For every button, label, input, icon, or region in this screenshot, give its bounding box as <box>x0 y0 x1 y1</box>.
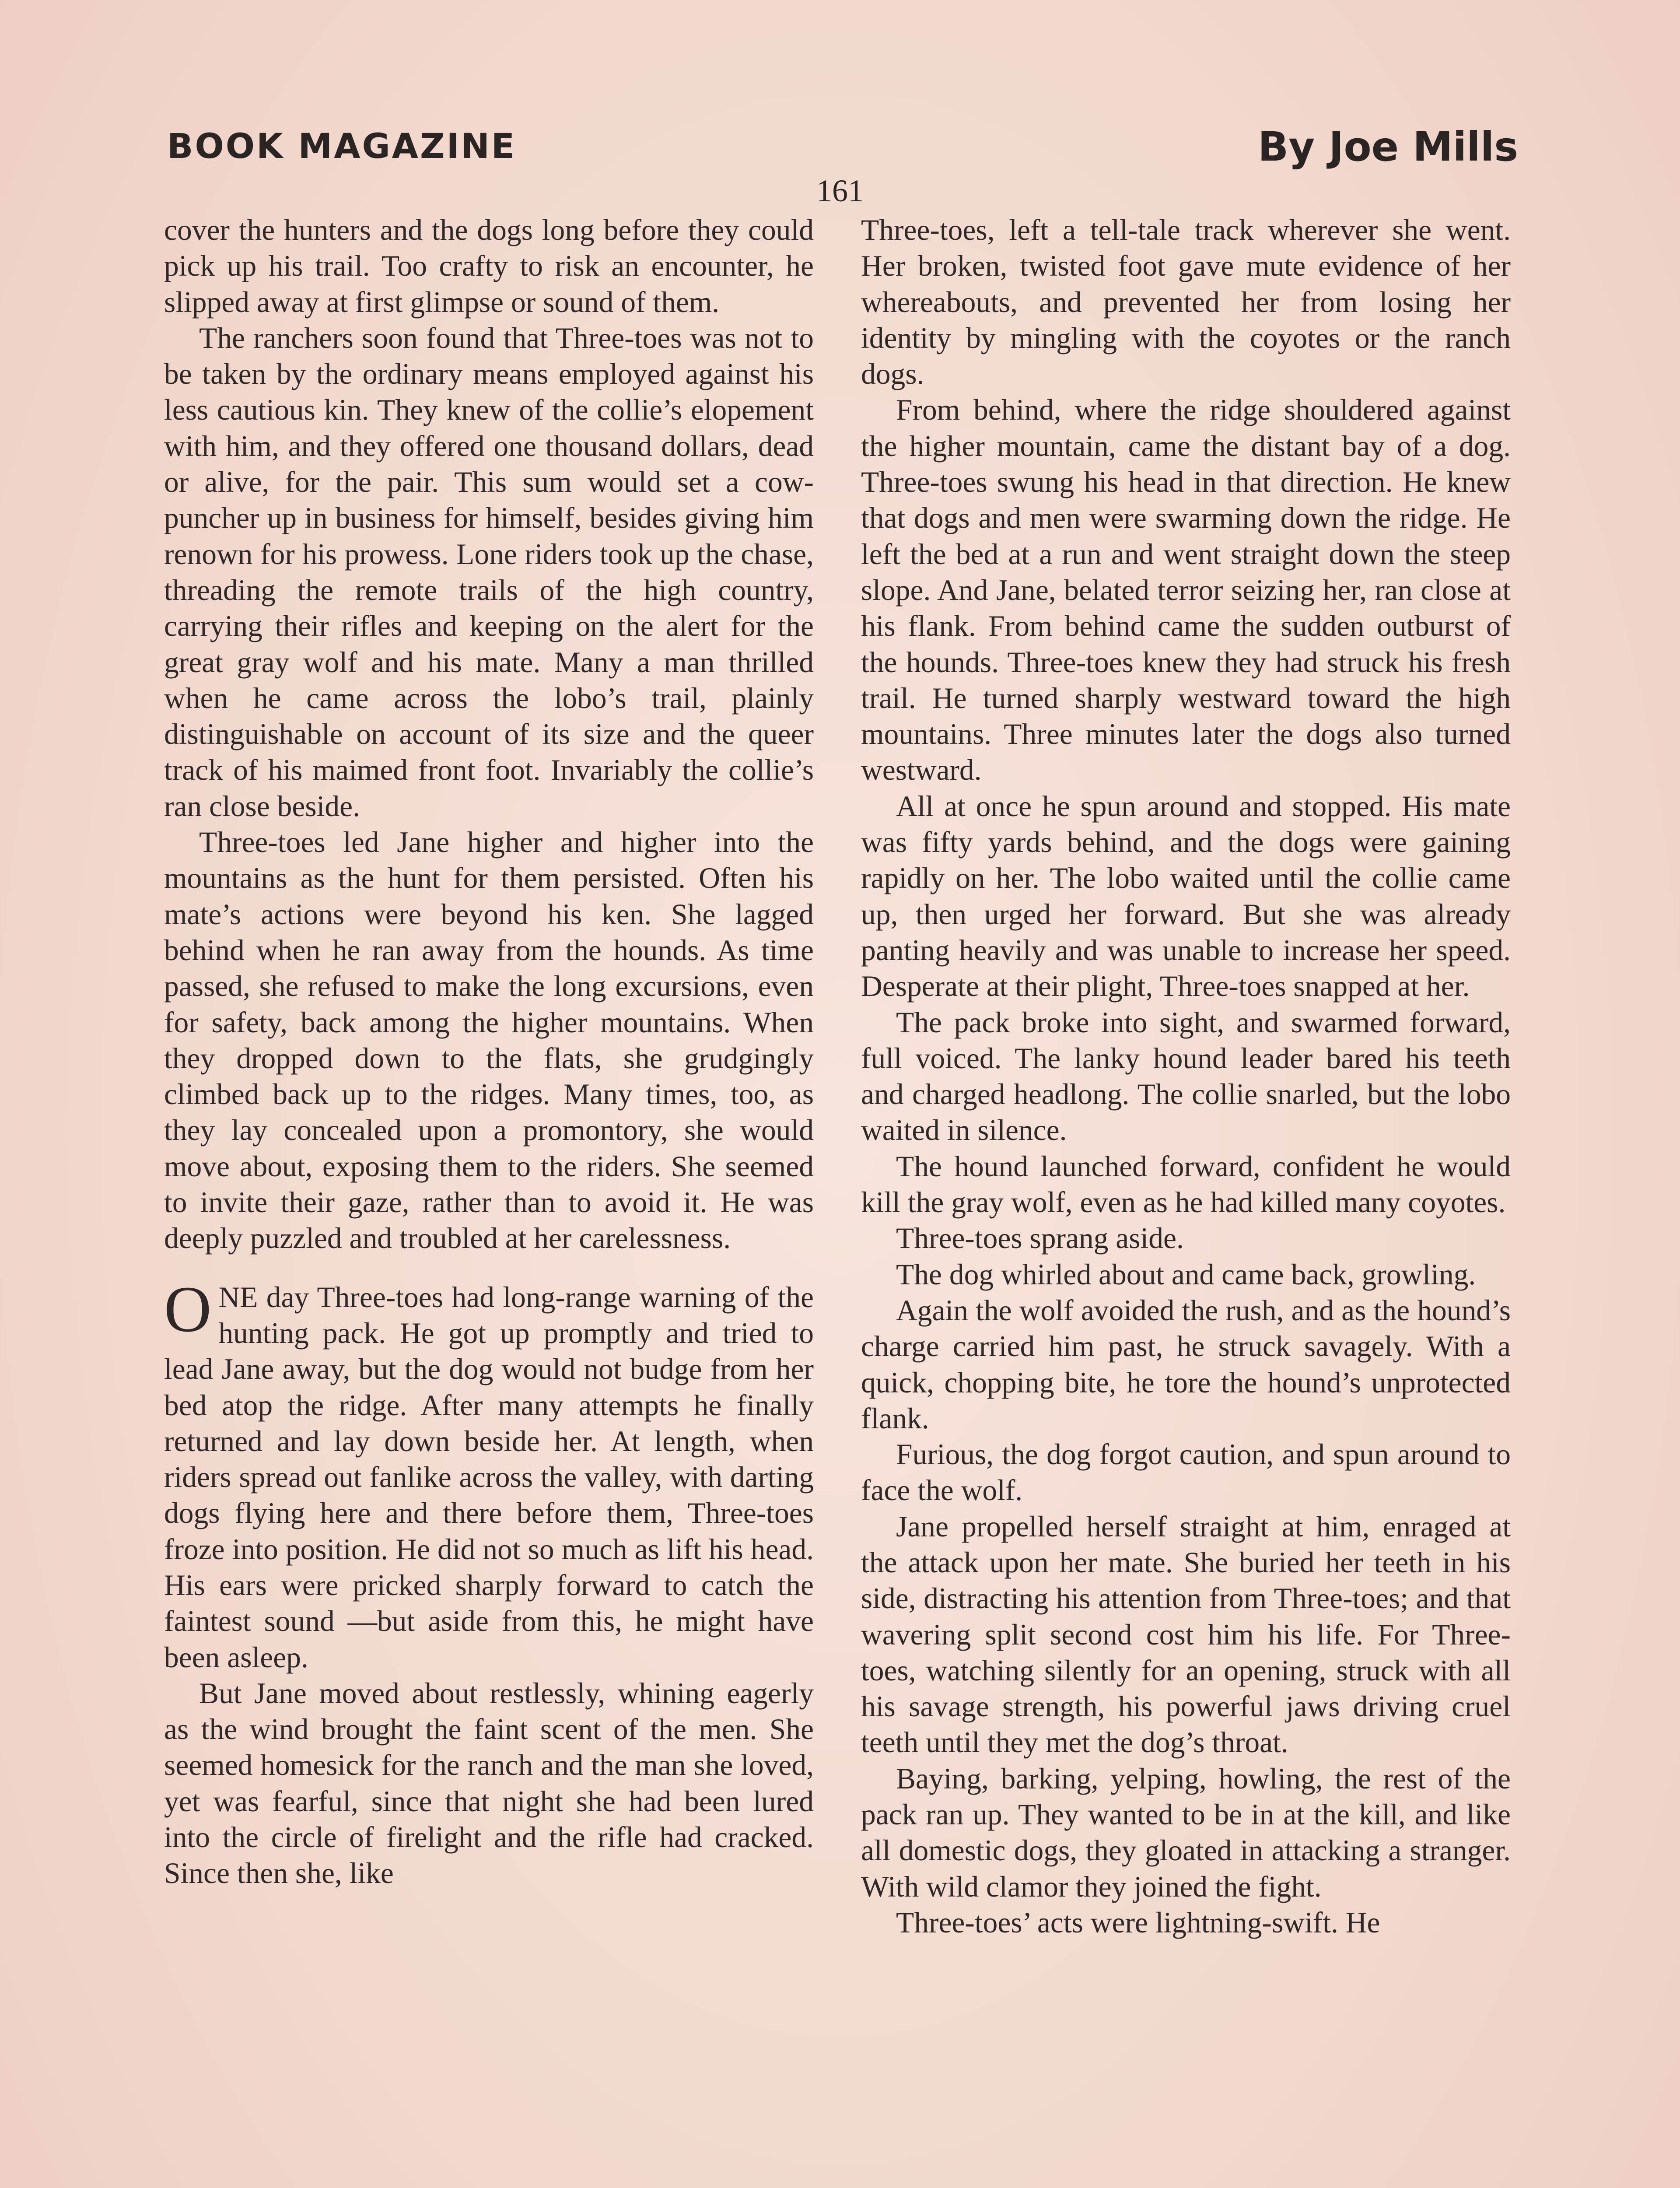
paragraph: cover the hunters and the dogs long before they could pick up his trail. Too crafty to risk an encounter, he slipped away at first glimpse or sound of them. <box>164 214 814 319</box>
page-number: 161 <box>816 173 864 208</box>
right-text-column <box>861 212 1511 1941</box>
paragraph: The pack broke into sight, and swarmed forward, full voiced. The lanky hound leader bared his teeth and charged headlong. The collie snarled, but the lobo waited in silence. <box>861 1006 1511 1147</box>
paragraph: Again the wolf avoided the rush, and as the hound’s charge carried him past, he struck savagely. With a quick, chopping bite, he tore the hound’s unprotected flank. <box>861 1294 1511 1435</box>
paragraph: Baying, barking, yelping, howling, the rest of the pack ran up. They wanted to be in at the kill, and like all domestic dogs, they gloated in attacking a stranger. With wild clamor they joined the fight. <box>861 1762 1511 1903</box>
paragraph: The dog whirled about and came back, growling. <box>896 1258 1476 1291</box>
paragraph: Three-toes’ acts were lightning-swift. He <box>896 1906 1380 1939</box>
paragraph: The ranchers soon found that Three-toes was not to be taken by the ordinary means employed against his less cautious kin. They knew of the collie’s elopement with him, and they offered one thousand dollars, dead or alive, for the pair. This sum would set a cow-puncher up in business for himself, besides giving him renown for his prowess. Lone riders took up the chase, threading the remote trails of the high country, carrying their rifles and keeping on the alert for the great gray wolf and his mate. Many a man thrilled when he came across the lobo’s trail, plainly distinguishable on account of its size and the queer track of his maimed front foot. Invariably the collie’s ran close beside. <box>164 321 814 823</box>
paragraph-with-dropcap <box>164 1273 814 1676</box>
paragraph: But Jane moved about restlessly, whining eagerly as the wind brought the faint scent of the men. She seemed homesick for the ranch and the man she loved, yet was fearful, since that night she had been lured into the circle of firelight and the rifle had cracked. Since then she, like <box>164 1676 814 1890</box>
author-byline: By Joe Mills <box>1258 123 1518 170</box>
paragraph: Three-toes, left a tell-tale track wherever she went. Her broken, twisted foot gave mute evidence of her whereabouts, and prevented her from losing her identity by mingling with the coyotes or the ranch dogs. <box>861 214 1511 391</box>
paragraph: Three-toes sprang aside. <box>896 1222 1184 1255</box>
paragraph: Three-toes led Jane higher and higher into the mountains as the hunt for them persisted. Often his mate’s actions were beyond his ken. She lagged behind when he ran away from the hounds. As time passed, she refused to make the long excursions, even for safety, back among the higher mountains. When they dropped down to the flats, she grudgingly climbed back up to the ridges. Many times, too, as they lay concealed upon a promontory, she would move about, exposing them to the riders. She seemed to invite their gaze, rather than to avoid it. He was deeply puzzled and troubled at her carelessness. <box>164 826 814 1255</box>
paragraph: Jane propelled herself straight at him, enraged at the attack upon her mate. She buried her teeth in his side, distracting his attention from Three-toes; and that wavering split second cost him his life. For Three-toes, watching silently for an opening, struck with all his savage strength, his powerful jaws driving cruel teeth until they met the dog’s throat. <box>861 1510 1511 1759</box>
paragraph: All at once he spun around and stopped. His mate was fifty yards behind, and the dogs were gaining rapidly on her. The lobo waited until the collie came up, then urged her forward. But she was already panting heavily and was unable to increase her speed. Desperate at their plight, Three-toes snapped at her. <box>861 789 1511 1003</box>
paragraph: Furious, the dog forgot caution, and spun around to face the wolf. <box>861 1438 1511 1507</box>
publication-title: BOOK MAGAZINE <box>167 127 517 166</box>
drop-cap: O <box>164 1273 212 1346</box>
paragraph: The hound launched forward, confident he would kill the gray wolf, even as he had killed many coyotes. <box>861 1150 1511 1219</box>
paragraph-text: NE day Three-toes had long-range warning of the hunting pack. He got up promptly and tried to lead Jane away, but the dog would not budge from her bed atop the ridge. After many attempts he finally returned and lay down beside her. At length, when riders spread out fanlike across the valley, with darting dogs flying here and there before them, Three-toes froze into position. He did not so much as lift his head. His ears were pricked sharply forward to catch the faintest sound —but aside from this, he might have been asleep. <box>164 1280 814 1674</box>
paragraph: From behind, where the ridge shouldered against the higher mountain, came the distant bay of a dog. Three-toes swung his head in that direction. He knew that dogs and men were swarming down the ridge. He left the bed at a run and went straight down the steep slope. And Jane, belated terror seizing her, ran close at his flank. From behind came the sudden outburst of the hounds. Three-toes knew they had struck his fresh trail. He turned sharply westward toward the high mountains. Three minutes later the dogs also turned westward. <box>861 393 1511 787</box>
section-break <box>164 1257 814 1280</box>
left-text-column <box>164 212 814 1892</box>
